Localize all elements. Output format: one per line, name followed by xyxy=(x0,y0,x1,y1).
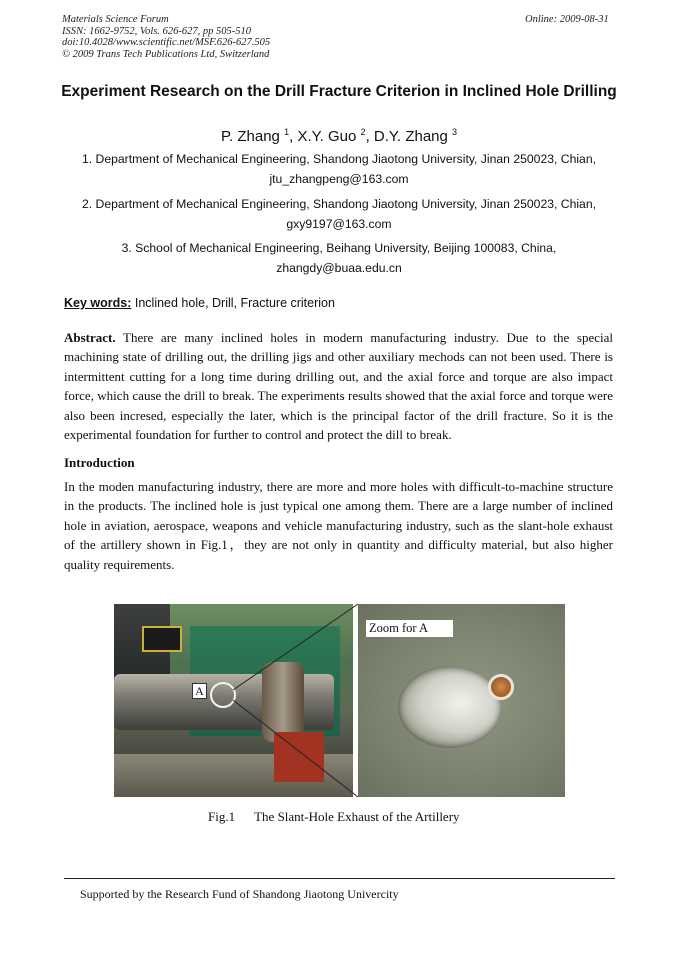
affiliation-3 xyxy=(66,238,612,278)
journal-name: Materials Science Forum xyxy=(62,14,169,25)
affiliation-1 xyxy=(66,149,612,189)
author-name: X.Y. Guo xyxy=(297,128,357,145)
red-clamp xyxy=(274,732,324,782)
keywords xyxy=(64,296,335,310)
introduction-text: In the moden manufacturing industry, there are more and more holes with difficult-to-machine structure in the products. The inclined hole is just typical one among them. There are a large number of inclined hole in aviation, aerospace, weapons and vehicle manufacturing industry, such as the slant-hole exhaust of the artillery shown in Fig.1，they are not only in quantity and difficulty material, but also higher quality requirements. xyxy=(64,479,613,572)
abstract-label: Abstract. xyxy=(64,330,116,345)
figure-number: Fig.1 xyxy=(208,809,236,824)
abstract-text: There are many inclined holes in modern manufacturing industry. Due to the special machining state of drilling out, the drilling jigs and other auxiliary mechods can not been used. There is intermittent cutting for a long time during drilling out, and the axial force and torque are also impact force, which cause the drill to break. The experiments results showed that the axial force and torque were also been incresed, especially the later, which is the principal factor of the drill fracture. So it is the experimental foundation for further to control and protect the dill to break. xyxy=(64,330,613,443)
running-header xyxy=(62,14,270,60)
author-affiliation-mark: 1 xyxy=(284,127,290,137)
hole-marker-circle xyxy=(210,682,236,708)
affiliation-text: 1. Department of Mechanical Engineering, Shandong Jiaotong University, Jinan 250023, Chian, xyxy=(82,152,596,166)
connector xyxy=(142,626,182,652)
figure-caption xyxy=(208,809,460,825)
barrel-collar xyxy=(262,662,304,742)
author-affiliation-mark: 3 xyxy=(452,127,458,137)
copyright: © 2009 Trans Tech Publications Ltd, Switzerland xyxy=(62,48,270,60)
author-list: P. Zhang $^1$, X.Y. Guo $^2$, D.Y. Zhang $^3$ xyxy=(220,127,458,145)
issn: ISSN: 1662-9752, Vols. 626-627, pp 505-510 xyxy=(62,25,251,37)
author-name: P. Zhang xyxy=(220,128,280,145)
affiliation-email[interactable]: jtu_zhangpeng@163.com xyxy=(269,172,409,186)
hole-pin xyxy=(488,674,514,700)
keywords-label: Key words: xyxy=(64,296,132,310)
paper-title: Experiment Research on the Drill Fracture Criterion in Inclined Hole Drilling xyxy=(61,83,617,100)
affiliation-text: 2. Department of Mechanical Engineering, Shandong Jiaotong University, Jinan 250023, Chian, xyxy=(82,197,596,211)
affiliation-2 xyxy=(66,194,612,234)
author-affiliation-mark: 2 xyxy=(360,127,366,137)
footnote-divider xyxy=(64,878,615,879)
figure-caption-text: The Slant-Hole Exhaust of the Artillery xyxy=(254,809,460,824)
funding-footnote: Supported by the Research Fund of Shandong Jiaotong Univercity xyxy=(80,887,399,901)
affiliation-email[interactable]: gxy9197@163.com xyxy=(286,217,392,231)
keywords-text: Inclined hole, Drill, Fracture criterion xyxy=(134,296,335,310)
affiliation-text: 3. School of Mechanical Engineering, Beihang University, Beijing 100083, China, xyxy=(121,241,557,255)
introduction-heading: Introduction xyxy=(64,455,135,470)
author-name: D.Y. Zhang xyxy=(373,128,448,145)
zoom-photo xyxy=(358,604,565,797)
zoom-label: Zoom for A xyxy=(366,620,453,637)
point-a-label: A xyxy=(192,683,207,699)
affiliation-email[interactable]: zhangdy@buaa.edu.cn xyxy=(276,261,402,275)
slant-hole xyxy=(398,666,502,748)
online-date: Online: 2009-08-31 xyxy=(525,14,609,25)
abstract xyxy=(64,328,613,444)
doi: doi:10.4028/www.scientific.net/MSF.626-627.505 xyxy=(62,37,271,48)
artillery-photo xyxy=(114,604,353,797)
